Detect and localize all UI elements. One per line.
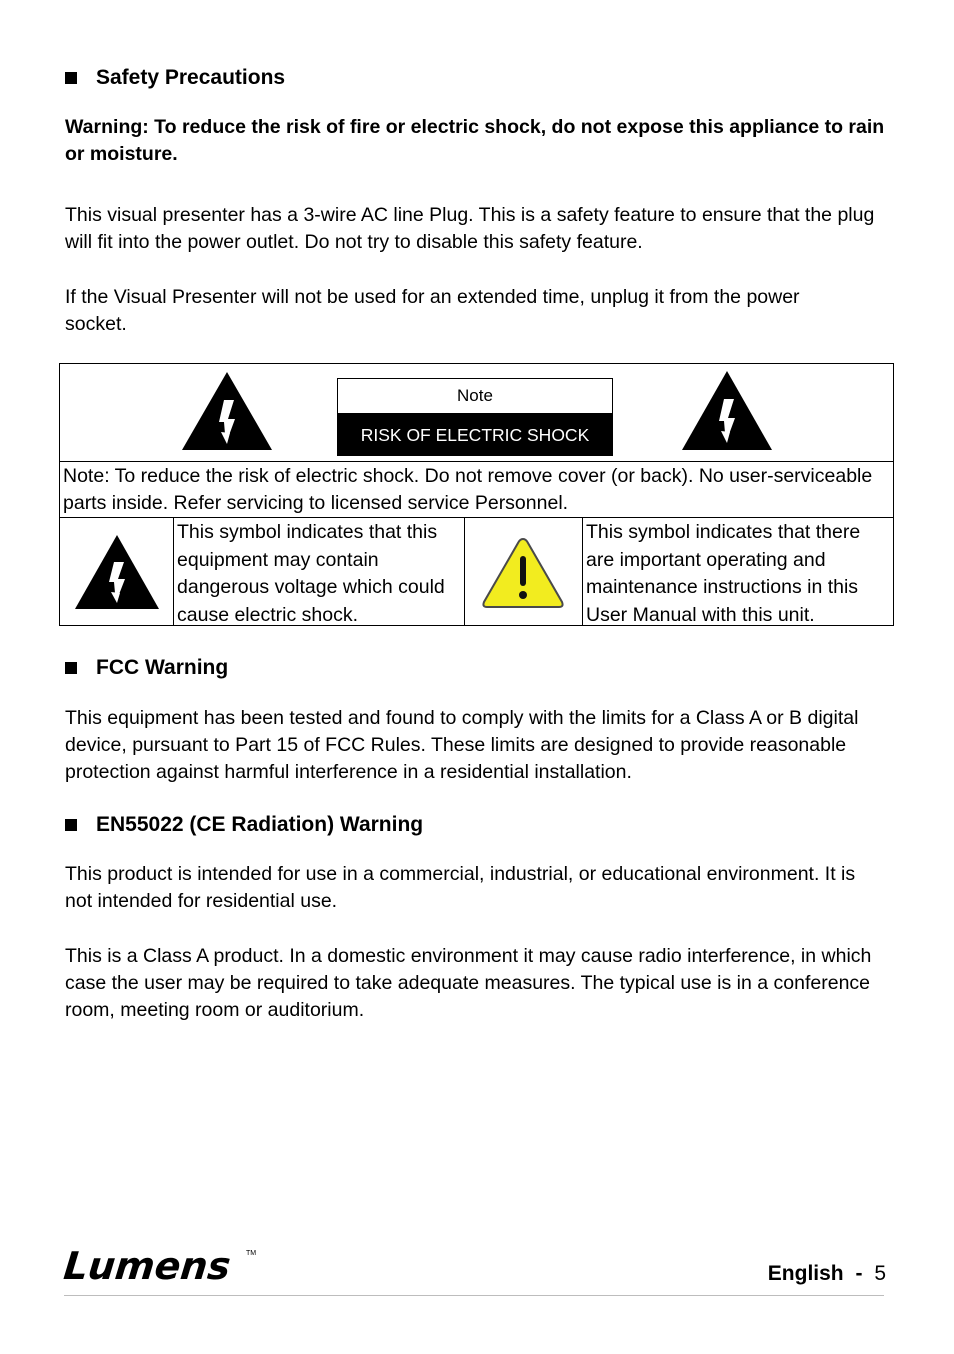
safety-symbols-table (59, 363, 894, 626)
footer-divider (64, 1295, 884, 1296)
page-number: 5 (874, 1262, 886, 1285)
note-label-box (337, 378, 613, 456)
voltage-description-cell (174, 517, 465, 625)
en55022-heading-text: EN55022 (CE Radiation) Warning (96, 813, 424, 836)
table-symbol-row (60, 517, 893, 625)
en55022-paragraph-intended-use: This product is intended for use in a commercial, industrial, or educational environment. It is not intended for residential use. (65, 863, 856, 912)
note-text: Note: To reduce the risk of electric shock. Do not remove cover (or back). No user-serviceable parts inside. Refer servicing to licensed service Personnel. (63, 465, 873, 514)
footer-language: English (767, 1262, 844, 1285)
note-label: Note (338, 379, 612, 414)
en55022-heading (65, 813, 423, 837)
bullet-square-icon (65, 662, 77, 674)
caution-symbol-cell (465, 517, 583, 625)
safety-heading (65, 66, 285, 90)
en55022-paragraph-class-a: This is a Class A product. In a domestic environment it may cause radio interference, in which case the user may be required to take adequate measures. The typical use is in a conference room, meeting room or auditorium. (65, 945, 872, 1021)
safety-paragraph-plug: This visual presenter has a 3-wire AC line Plug. This is a safety feature to ensure that the plug will fit into the power outlet. Do not try to disable this safety feature. (65, 204, 875, 253)
lumens-logo: Lumens (61, 1244, 233, 1288)
bullet-square-icon (65, 819, 77, 831)
risk-of-shock-label: RISK OF ELECTRIC SHOCK (338, 414, 612, 456)
voltage-symbol-cell (60, 517, 174, 625)
table-header-row (60, 364, 893, 462)
safety-paragraph-unplug: If the Visual Presenter will not be used for an extended time, unplug it from the power socket. (65, 286, 800, 335)
fcc-heading (65, 656, 228, 680)
table-note-row (60, 461, 893, 518)
page-footer-label (768, 1262, 886, 1286)
caution-description-cell (583, 517, 893, 625)
fcc-heading-text: FCC Warning (96, 656, 229, 679)
caution-description: This symbol indicates that there are important operating and maintenance instructions in this User Manual with this unit. (586, 521, 861, 626)
trademark-mark: TM (246, 1250, 257, 1257)
electric-shock-icon (74, 535, 160, 610)
bullet-square-icon (65, 72, 77, 84)
electric-shock-icon (181, 372, 273, 451)
safety-heading-text: Safety Precautions (96, 66, 286, 89)
voltage-description: This symbol indicates that this equipment may contain dangerous voltage which could cause electric shock. (177, 521, 445, 626)
exclamation-warning-icon (481, 536, 565, 610)
electric-shock-icon (681, 371, 773, 451)
fcc-paragraph: This equipment has been tested and found to comply with the limits for a Class A or B digital device, pursuant to Part 15 of FCC Rules. These limits are designed to provide reasonable protection against harmful interference in a residential installation. (65, 707, 859, 783)
footer-separator: - (855, 1262, 863, 1285)
safety-warning: Warning: To reduce the risk of fire or electric shock, do not expose this appliance to rain or moisture. (65, 116, 885, 165)
